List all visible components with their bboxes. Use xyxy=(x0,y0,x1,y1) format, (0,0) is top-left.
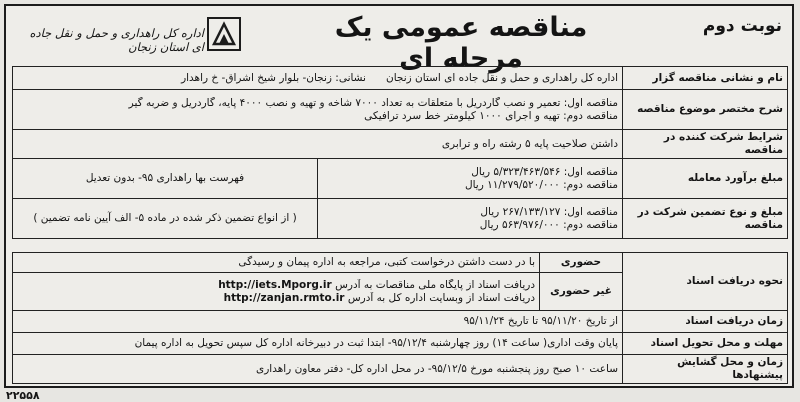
tender-notice xyxy=(4,4,794,388)
receive-time-text: از تاریخ ۹۵/۱۱/۲۰ تا تاریخ ۹۵/۱۱/۲۴ xyxy=(13,311,623,333)
conditions-label: شرایط شرکت کننده در مناقصه xyxy=(623,130,788,159)
header xyxy=(6,6,792,74)
opening-label: زمان و محل گشایش پیشنهادها xyxy=(623,355,788,384)
table-row xyxy=(13,355,788,384)
serial-number: ۲۲۵۵۸ xyxy=(6,389,40,402)
estimate-tender-1: مناقصه اول: ۵/۳۲۳/۴۶۳/۵۴۶ ریال xyxy=(471,165,618,178)
mporg-link[interactable]: http://iets.Mporg.ir xyxy=(218,278,332,291)
table-row xyxy=(13,199,788,239)
deadline-label: مهلت و محل تحویل اسناد xyxy=(623,333,788,355)
in-person-label: حضوری xyxy=(540,253,623,273)
table-row xyxy=(13,90,788,130)
rmto-link[interactable]: http://zanjan.rmto.ir xyxy=(223,291,345,304)
organizer-address: نشانی: زنجان- بلوار شیخ اشراق- خ راهدار xyxy=(181,71,366,84)
organizer-name: اداره کل راهداری و حمل و نقل جاده ای استان زنجان xyxy=(386,71,618,84)
table-row xyxy=(13,333,788,355)
deadline-text: پایان وقت اداری( ساعت ۱۴) روز چهارشنبه ۹۵/۱۲/۴- ابتدا ثبت در دبیرخانه اداره کل سپس تحویل به اداره پیمان xyxy=(13,333,623,355)
table-row xyxy=(13,159,788,199)
guarantee-note: ( از انواع تضمین ذکر شده در ماده ۵- الف آیین نامه تضمین ) xyxy=(13,199,318,239)
opening-text: ساعت ۱۰ صبح روز پنجشنبه مورخ ۹۵/۱۲/۵- در محل اداره کل- دفتر معاون راهداری xyxy=(13,355,623,384)
table-row xyxy=(13,67,788,90)
subject-tender-2: مناقصه دوم: تهیه و اجرای ۱۰۰۰ کیلومتر خط سرد ترافیکی xyxy=(364,109,618,122)
receive-time-label: زمان دریافت اسناد xyxy=(623,311,788,333)
estimate-label: مبلغ برآورد معامله xyxy=(623,159,788,199)
remote-text-1: دریافت اسناد از پایگاه ملی مناقصات به آدرس xyxy=(335,278,535,291)
organizer-label: نام و نشانی مناقصه گزار xyxy=(623,67,788,90)
guarantee-label: مبلغ و نوع تضمین شرکت در مناقصه xyxy=(623,199,788,239)
conditions-text: داشتن صلاحیت پایه ۵ رشته راه و ترابری xyxy=(13,130,623,159)
subject-tender-1: مناقصه اول: تعمیر و نصب گاردریل با متعلقات به تعداد ۷۰۰۰ شاخه و تهیه و نصب ۴۰۰۰ پایه، گاردریل و ضربه گیر xyxy=(128,96,618,109)
subject-label: شرح مختصر موضوع مناقصه xyxy=(623,90,788,130)
table-row xyxy=(13,311,788,333)
page-title: مناقصه عمومی یک مرحله ای xyxy=(334,12,588,74)
in-person-text: با در دست داشتن درخواست کتبی، مراجعه به اداره پیمان و رسیدگی xyxy=(13,253,540,273)
tender-details-table-2 xyxy=(12,252,788,384)
table-row xyxy=(13,130,788,159)
table-row xyxy=(13,253,788,273)
ministry-logo-icon xyxy=(206,16,242,52)
remote-label: غیر حضوری xyxy=(540,273,623,311)
remote-text-2: دریافت اسناد از وبسایت اداره کل به آدرس xyxy=(347,291,535,304)
receive-method-label: نحوه دریافت اسناد xyxy=(623,253,788,311)
guarantee-tender-1: مناقصه اول: ۲۶۷/۱۳۳/۱۲۷ ریال xyxy=(480,205,618,218)
organization-name: اداره کل راهداری و حمل و نقل جاده ای استان زنجان xyxy=(29,26,204,54)
estimate-tender-2: مناقصه دوم: ۱۱/۲۷۹/۵۲۰/۰۰۰ ریال xyxy=(464,178,618,191)
round-label: نوبت دوم xyxy=(702,16,782,36)
estimate-note: فهرست بها راهداری ۹۵- بدون تعدیل xyxy=(13,159,318,199)
tender-details-table xyxy=(12,66,788,239)
guarantee-tender-2: مناقصه دوم: ۵۶۳/۹۷۶/۰۰۰ ریال xyxy=(479,218,618,231)
